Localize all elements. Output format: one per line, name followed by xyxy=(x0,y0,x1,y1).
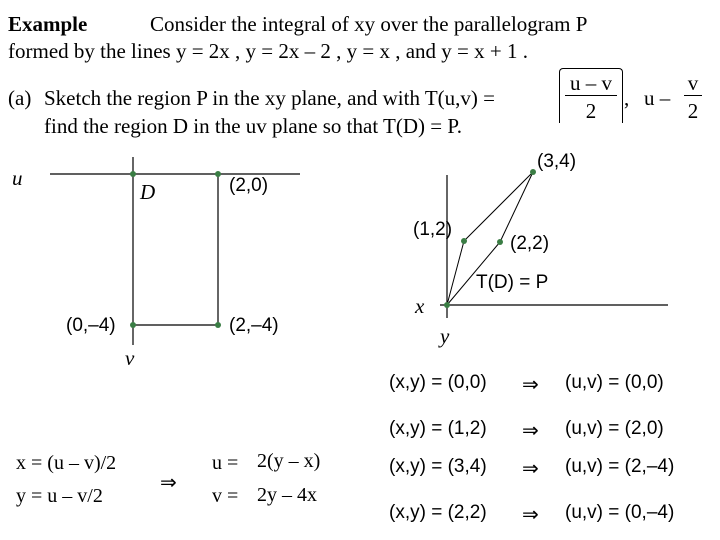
region-d-label xyxy=(140,180,155,204)
point-xy-3-4 xyxy=(530,169,536,175)
u-equation-right: 2(y – x) xyxy=(257,450,321,472)
frac2-denominator: 2 xyxy=(687,99,699,123)
point-uv-2-0 xyxy=(215,171,221,177)
frac1-denominator: 2 xyxy=(585,99,597,123)
point-uv-0-neg4 xyxy=(130,322,136,328)
part-a-text: Sketch the region P in the xy plane, and with T(u,v) = xyxy=(44,86,496,110)
point-xy-2-2 xyxy=(497,239,503,245)
v-equation-left: v = xyxy=(212,485,239,507)
label-uv-0-neg4: (0,–4) xyxy=(66,315,116,336)
part-a-line-2: find the region D in the uv plane so that T(D) = P. xyxy=(44,114,462,138)
example-label: Example xyxy=(8,12,88,36)
mapping-2-xy: (x,y) = (1,2) xyxy=(389,418,487,439)
mapping-1-uv: (u,v) = (0,0) xyxy=(565,372,664,393)
label-uv-2-0: (2,0) xyxy=(229,175,269,196)
mapping-4-xy: (x,y) = (2,2) xyxy=(389,502,487,523)
label-xy-1-2: (1,2) xyxy=(413,219,453,240)
point-xy-0-0 xyxy=(444,302,450,308)
p-edge-2-2-3-4 xyxy=(500,172,533,242)
label-uv-2-neg4: (2,–4) xyxy=(229,315,279,336)
point-xy-1-2 xyxy=(461,238,467,244)
v-axis-label-text: v xyxy=(125,346,135,370)
region-p-label: T(D) = P xyxy=(476,272,549,293)
y-axis-label-text: y xyxy=(440,324,450,348)
x-axis-label-text: x xyxy=(415,294,425,318)
point-uv-2-neg4 xyxy=(215,322,221,328)
v-axis-label xyxy=(125,346,134,370)
inverse-y-equation: y = u – v/2 xyxy=(16,485,103,507)
mapping-1-xy: (x,y) = (0,0) xyxy=(389,372,487,393)
p-edge-1-2-3-4 xyxy=(464,172,533,241)
transform-comma: , xyxy=(624,86,630,110)
inverse-x-equation: x = (u – v)/2 xyxy=(16,452,117,474)
u-minus-text: u – xyxy=(644,86,671,110)
implies-icon: ⇒ xyxy=(522,418,539,442)
label-xy-3-4: (3,4) xyxy=(537,151,577,172)
mapping-3-xy: (x,y) = (3,4) xyxy=(389,456,487,477)
mapping-2-uv: (u,v) = (2,0) xyxy=(565,418,664,439)
u-axis-label-text: u xyxy=(12,166,23,190)
y-axis-label xyxy=(440,324,449,348)
region-d-label-text: D xyxy=(140,180,156,204)
part-a-marker: (a) xyxy=(8,86,32,110)
u-equation-left: u = xyxy=(212,452,239,474)
x-axis-label xyxy=(415,294,424,318)
mapping-4-uv: (u,v) = (0,–4) xyxy=(565,502,675,523)
implies-icon: ⇒ xyxy=(522,502,539,526)
mapping-3-uv: (u,v) = (2,–4) xyxy=(565,456,675,477)
header-line-2: formed by the lines y = 2x , y = 2x – 2 , y = x , and y = x + 1 . xyxy=(8,39,528,63)
frac1-numerator: u – v xyxy=(565,71,617,96)
point-uv-0-0 xyxy=(130,171,136,177)
header-line-1: Consider the integral of xy over the parallelogram P xyxy=(150,12,588,36)
u-axis-label xyxy=(12,166,23,190)
label-xy-2-2: (2,2) xyxy=(510,233,550,254)
implies-icon: ⇒ xyxy=(522,372,539,396)
v-equation-right: 2y – 4x xyxy=(257,484,317,506)
frac2-numerator: v xyxy=(684,71,702,96)
implies-icon: ⇒ xyxy=(522,456,539,480)
implies-icon: ⇒ xyxy=(160,470,177,494)
